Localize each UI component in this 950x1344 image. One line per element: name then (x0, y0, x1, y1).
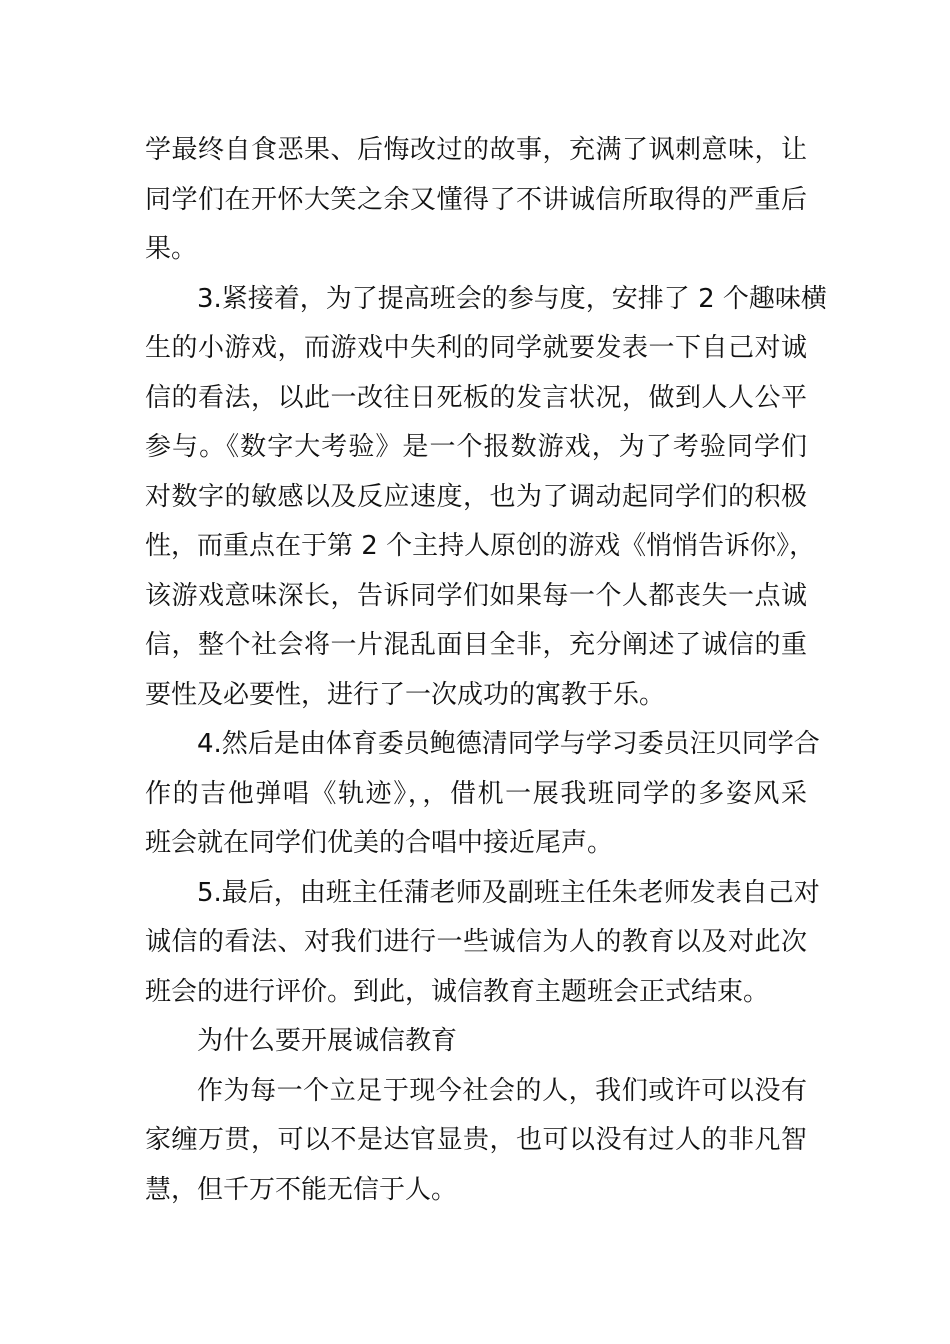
text-line-14: 作的吉他弹唱《轨迹》，，借机一展我班同学的多姿风采 (145, 778, 807, 809)
text-line-16: 5.最后，由班主任蒲老师及副班主任朱老师发表自己对 (197, 877, 820, 908)
text-line-6: 信的看法，以此一改往日死板的发言状况，做到人人公平 (145, 382, 807, 413)
text-line-22: 慧，但千万不能无信于人。 (145, 1174, 458, 1205)
text-line-13: 4.然后是由体育委员鲍德清同学与学习委员汪贝同学合 (197, 729, 820, 759)
text-line-9: 性，而重点在于第 2 个主持人原创的游戏《悄悄告诉你》， (145, 531, 816, 561)
text-line-18: 班会的进行评价。到此，诚信教育主题班会正式结束。 (145, 976, 770, 1007)
text-line-17: 诚信的看法、对我们进行一些诚信为人的教育以及对此次 (145, 927, 807, 957)
text-line-8: 对数字的敏感以及反应速度，也为了调动起同学们的积极 (145, 481, 807, 512)
text-line-7: 参与。《数字大考验》是一个报数游戏，为了考验同学们 (145, 432, 807, 462)
text-line-4: 3.紧接着，为了提高班会的参与度，安排了 2 个趣味横 (197, 283, 827, 314)
text-line-3: 果。 (145, 234, 198, 264)
section-heading: 为什么要开展诚信教育 (197, 1026, 458, 1056)
text-line-20: 作为每一个立足于现今社会的人，我们或许可以没有 (197, 1075, 807, 1106)
text-line-5: 生的小游戏，而游戏中失利的同学就要发表一下自己对诚 (145, 333, 807, 363)
text-line-12: 要性及必要性，进行了一次成功的寓教于乐。 (145, 679, 666, 710)
text-line-10: 该游戏意味深长，告诉同学们如果每一个人都丧失一点诚 (145, 580, 807, 611)
text-line-15: 班会就在同学们优美的合唱中接近尾声。 (145, 828, 614, 858)
text-line-2: 同学们在开怀大笑之余又懂得了不讲诚信所取得的严重后 (145, 184, 807, 215)
text-line-11: 信，整个社会将一片混乱面目全非，充分阐述了诚信的重 (145, 630, 807, 660)
text-line-21: 家缠万贯，可以不是达官显贵，也可以没有过人的非凡智 (145, 1125, 807, 1155)
document-body (145, 126, 827, 1215)
text-line-1: 学最终自食恶果、后悔改过的故事，充满了讽刺意味，让 (145, 135, 807, 165)
